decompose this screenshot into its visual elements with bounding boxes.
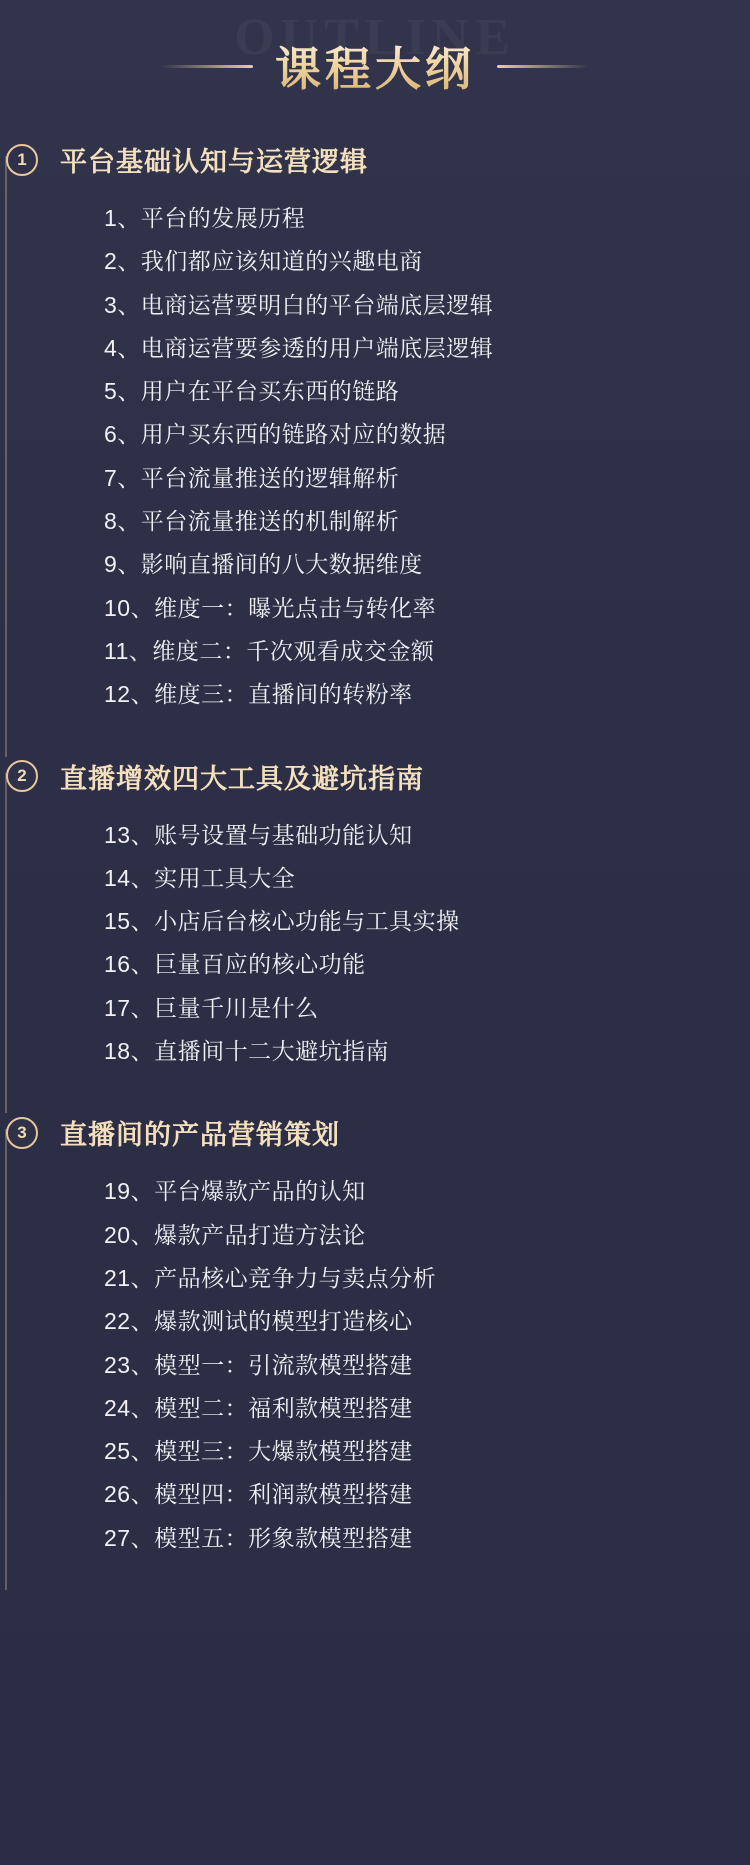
list-item: 11、维度二：千次观看成交金额 [104, 637, 435, 664]
list-item: 25、模型三：大爆款模型搭建 [104, 1438, 413, 1465]
section-badge-1: 1 [6, 144, 38, 176]
section-items-3 [60, 1170, 750, 1600]
list-item: 23、模型一：引流款模型搭建 [104, 1351, 413, 1378]
outline-sections [0, 132, 750, 1600]
list-item: 26、模型四：利润款模型搭建 [104, 1481, 413, 1508]
outline-section-1 [0, 140, 750, 757]
list-item: 13、账号设置与基础功能认知 [104, 821, 413, 848]
title-group [161, 2, 589, 130]
list-item: 21、产品核心竞争力与卖点分析 [104, 1264, 437, 1291]
list-item: 2、我们都应该知道的兴趣电商 [104, 248, 423, 275]
list-item: 22、爆款测试的模型打造核心 [104, 1308, 413, 1335]
list-item: 8、平台流量推送的机制解析 [104, 508, 400, 535]
section-items-2 [60, 814, 750, 1114]
list-item: 17、巨量千川是什么 [104, 994, 319, 1021]
section-header-1 [17, 140, 750, 179]
list-item: 10、维度一：曝光点击与转化率 [104, 594, 437, 621]
list-item: 12、维度三：直播间的转粉率 [104, 681, 413, 708]
section-title-3: 直播间的产品营销策划 [60, 1120, 340, 1151]
list-item: 4、电商运营要参透的用户端底层逻辑 [104, 334, 494, 361]
section-header-3 [17, 1113, 750, 1152]
list-item: 27、模型五：形象款模型搭建 [104, 1524, 413, 1551]
section-badge-3: 3 [6, 1117, 38, 1149]
list-item: 18、直播间十二大避坑指南 [104, 1038, 390, 1065]
list-item: 24、模型二：福利款模型搭建 [104, 1394, 413, 1421]
outline-section-3 [0, 1113, 750, 1600]
section-title-1: 平台基础认知与运营逻辑 [60, 147, 368, 177]
list-item: 16、巨量百应的核心功能 [104, 951, 366, 978]
page-title: 课程大纲 [275, 33, 475, 99]
list-item: 6、用户买东西的链路对应的数据 [104, 421, 447, 448]
list-item: 3、电商运营要明白的平台端底层逻辑 [104, 291, 494, 318]
list-item: 7、平台流量推送的逻辑解析 [104, 464, 400, 491]
page-header [0, 0, 750, 132]
section-header-2 [17, 757, 750, 796]
outline-section-2 [0, 757, 750, 1114]
list-item: 9、影响直播间的八大数据维度 [104, 551, 423, 578]
list-item: 14、实用工具大全 [104, 864, 296, 891]
list-item: 19、平台爆款产品的认知 [104, 1178, 366, 1205]
list-item: 1、平台的发展历程 [104, 205, 306, 231]
list-item: 5、用户在平台买东西的链路 [104, 378, 400, 405]
list-item: 15、小店后台核心功能与工具实操 [104, 908, 460, 935]
title-rule-left [161, 65, 253, 68]
section-items-1 [60, 197, 750, 757]
section-title-2: 直播增效四大工具及避坑指南 [60, 763, 424, 794]
title-rule-right [497, 65, 589, 68]
section-badge-2: 2 [6, 760, 38, 792]
list-item: 20、爆款产品打造方法论 [104, 1221, 366, 1248]
